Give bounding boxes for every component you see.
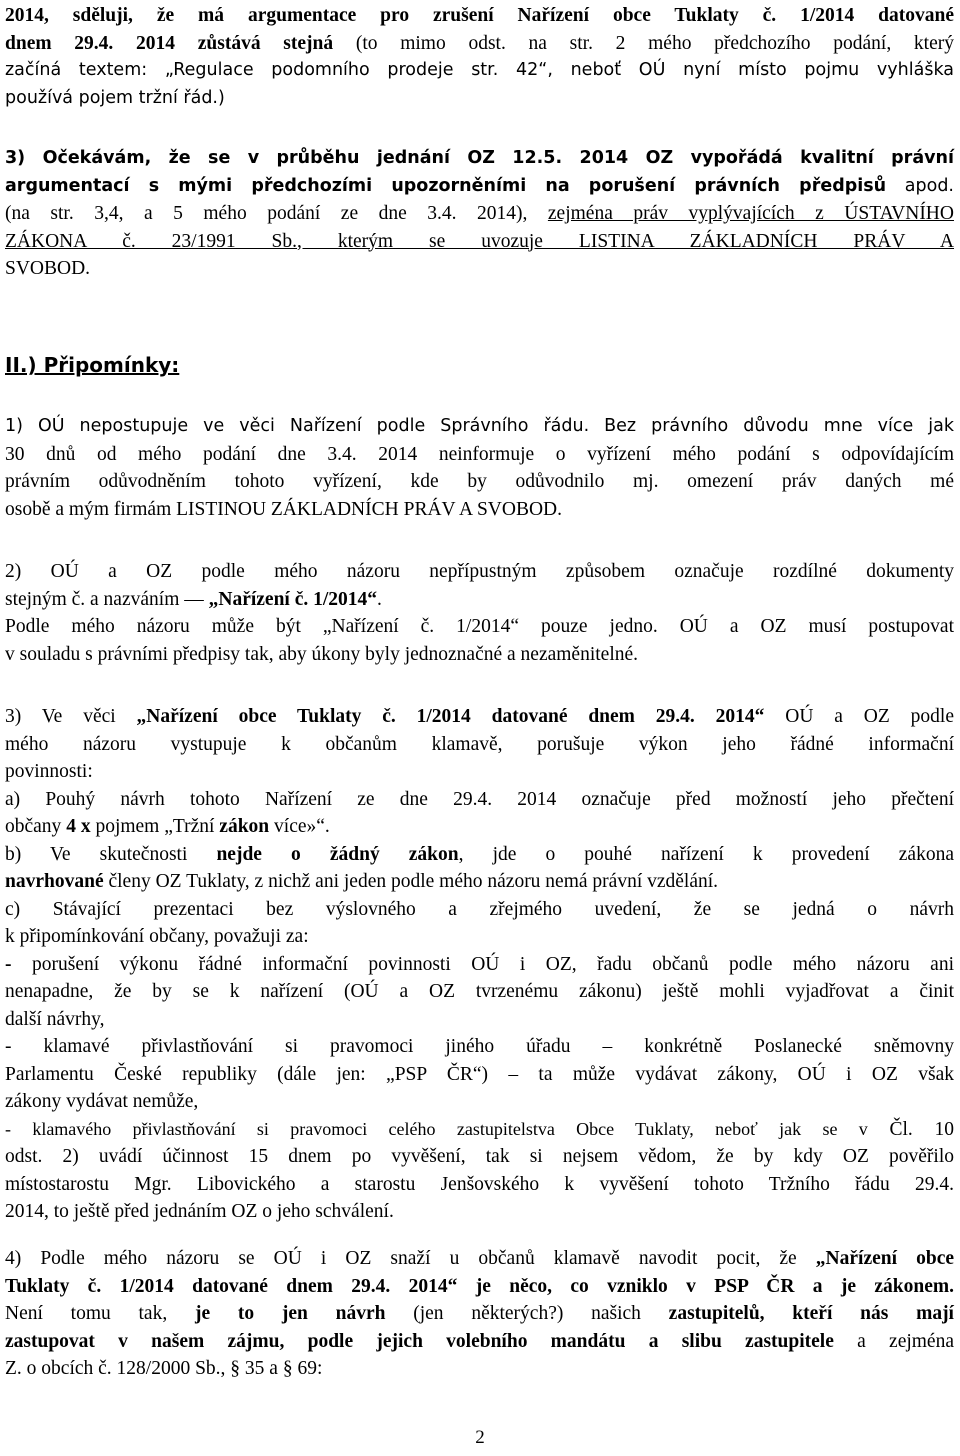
remark-3-line-2: mého názoru vystupuje k občanům klamavě, porušuje výkon jeho řádné informační <box>5 733 954 755</box>
remark-3-line-1a: 3) Ve věci <box>5 706 137 727</box>
remark-1-line-3: právním odůvodněním tohoto vyřízení, kde by odůvodnilo mj. omezení práv daných mé <box>5 471 954 492</box>
intro-paragraph <box>5 2 954 112</box>
expectation-line-2-bold: argumentací s mými předchozími upozorněními na porušení právních předpisů <box>5 175 887 196</box>
remark-4-line-4-bold: zastupovat v našem zájmu, podle jejich volebního mandátu a slibu zastupitele <box>5 1330 834 1352</box>
intro-line-4: používá pojem tržní řád.) <box>5 87 225 108</box>
remark-3-e-line-2: Parlamentu České republiky (dále jen: „PSP ČR“) – ta může vydávat zákony, OÚ i OZ však <box>5 1063 954 1085</box>
remark-3-b-bold: nejde o žádný zákon <box>216 843 459 865</box>
remark-4-line-1-bold: „Nařízení obce <box>815 1248 955 1269</box>
remark-3-c-line-1: c) Stávající prezentaci bez výslovného a zřejmého uvedení, že se jedná o návrh <box>5 898 954 920</box>
remark-3-b-bold-2: navrhované <box>5 871 104 892</box>
remark-3-line-3: povinnosti: <box>5 761 93 782</box>
remark-1-line-1b: Bez právního důvodu mne více jak <box>589 416 954 436</box>
remark-3-d-line-2: nenapadne, že by se k nařízení (OÚ a OZ tvrzenému zákonu) ještě mohli vyjadřovat a činit <box>5 981 954 1002</box>
expectation-line-5: SVOBOD. <box>5 258 91 279</box>
remark-4-line-2: Tuklaty č. 1/2014 datované dnem 29.4. 2014“ je něco, co vzniklo v PSP ČR a je zákonem. <box>5 1275 954 1297</box>
remark-3-d-line-1: porušení výkonu řádné informační povinnosti OÚ i OZ, řadu občanů podle mého názoru ani <box>31 953 954 975</box>
remark-3-f-line-1: - klamavého přivlastňování si pravomoci celého zastupitelstva Obce Tuklaty, neboť jak se v <box>5 1118 868 1139</box>
remark-2-line-3: Podle mého názoru může být „Nařízení č. 1/2014“ pouze jedno. OÚ a OZ musí postupovat <box>5 616 954 637</box>
remark-3-e-line-1: - klamavé přivlastňování si pravomoci jiného úřadu – konkrétně Poslanecké sněmovny <box>5 1036 954 1057</box>
expectation-line-3: (na str. 3,4, a 5 mého podání ze dne 3.4. 2014), <box>5 203 548 224</box>
remark-3-f-line-2: odst. 2) uvádí účinnost 15 dnem po vyvěšení, tak si nejsem vědom, že by kdy OZ pověřilo <box>5 1146 954 1167</box>
remark-2-line-1: 2) OÚ a OZ podle mého názoru nepřípustným způsobem označuje rozdílné dokumenty <box>5 561 954 582</box>
remark-1-line-4: osobě a mým firmám LISTINOU ZÁKLADNÍCH PRÁV A SVOBOD. <box>5 498 562 520</box>
page-number: 2 <box>475 1427 485 1448</box>
remark-4-line-5: Z. o obcích č. 128/2000 Sb., § 35 a § 69: <box>5 1358 323 1379</box>
remark-3: 3) Ve věci „Nařízení obce Tuklaty č. 1/2014 datované dnem 29.4. 2014“ OÚ a OZ podle mého názoru vystupuje k občanům klamavě, porušuje výkon jeho řádné informační povinnosti: a) Pouhý návrh tohoto Nařízení ze dne 29.4. 2014 označuje před možností jeho přečtení občany 4 x pojmem „Tržní zákon více»“. b) Ve skutečnosti nejde o žádný zákon, jde o pouhé nařízení k provedení zákona navrhované členy OZ Tuklaty, z nichž ani jeden podle mého názoru nemá právní vzdělání. c) Stávající prezentaci bez výslovného a zřejmého uvedení, že se jedná o návrh k připomínkování občany, považuji za: - porušení výkonu řádné informační povinnosti OÚ i OZ, řadu občanů podle mého názoru ani nenapadne, že by se k nařízení (OÚ a OZ tvrzenému zákonu) ještě mohli vyjadřovat a činit další návrhy, - klamavé přivlastňování si pravomoci jiného úřadu – konkrétně Poslanecké sněmovny Parlamentu České republiky (dále jen: „PSP ČR“) – ta může vydávat zákony, OÚ i OZ však zákony vydávat nemůže, - klamavého přivlastňování si pravomoci celého zastupitelstva Obce Tuklaty, neboť jak se v Čl. 10 odst. 2) uvádí účinnost 15 dnem po vyvěšení, tak si nejsem vědom, že by kdy OZ pověřilo místostarostu Mgr. Libovického a starostu Jenšovského k vyvěšení tohoto Tržního řádu 29.4. 2014, to ještě před jednáním OZ o jeho schválení. <box>5 706 954 1222</box>
remark-3-d-line-3: další návrhy, <box>5 1008 105 1030</box>
expectation-line-3-underlined: zejména práv vyplývajících z ÚSTAVNÍHO <box>547 203 954 224</box>
remark-4-line-3-bold: je to jen návrh <box>194 1303 386 1324</box>
expectation-line-2-rest: apod. <box>886 175 954 196</box>
remark-3-a-bold-count: 4 x <box>66 816 91 837</box>
remark-3-a-bold-word: zákon <box>219 816 270 837</box>
remark-4-line-1a: 4) Podle mého názoru se OÚ i OZ snaží u občanů klamavě navodit pocit, že <box>5 1248 816 1269</box>
remark-2-line-4: v souladu s právními předpisy tak, aby úkony byly jednoznačné a nezaměnitelné. <box>5 643 639 665</box>
remark-3-f-line-4: 2014, to ještě před jednáním OZ o jeho schválení. <box>5 1201 394 1222</box>
remark-3-line-1-bold: „Nařízení obce Tuklaty č. 1/2014 datované dnem 29.4. 2014“ <box>136 706 765 727</box>
expectation-paragraph <box>5 145 954 283</box>
intro-line-2-bold: dnem 29.4. 2014 zůstává stejná <box>5 32 334 54</box>
remark-3-e-line-3: zákony vydávat nemůže, <box>5 1091 199 1112</box>
remark-3-c-line-2: k připomínkování občany, považuji za: <box>5 926 309 947</box>
expectation-line-4-underlined: ZÁKONA č. 23/1991 Sb. <box>5 230 298 252</box>
remark-3-a-line-1: a) Pouhý návrh tohoto Nařízení ze dne 29.4. 2014 označuje před možností jeho přečtení <box>5 788 954 810</box>
remark-3-f-line-3: místostarostu Mgr. Libovického a starostu Jenšovského k vyvěšení tohoto Tržního řádu 29.4. <box>5 1173 954 1195</box>
remark-1-line-1a: 1) OÚ nepostupuje ve věci Nařízení podle Správního řádu. <box>5 416 590 436</box>
remark-3-line-1c: OÚ a OZ podle <box>764 706 954 727</box>
remark-4: 4) Podle mého názoru se OÚ i OZ snaží u občanů klamavě navodit pocit, že „Nařízení obce Tuklaty č. 1/2014 datované dnem 29.4. 2014“ je něco, co vzniklo v PSP ČR a je zákonem. Není tomu tak, je to jen návrh (jen některých?) našich zastupitelů, kteří nás mají zastupovat v našem zájmu, podle jejich volebního mandátu a slibu zastupitele a zejména Z. o obcích č. 128/2000 Sb., § 35 a § 69: <box>5 1248 955 1379</box>
remark-2-line-2-bold: „Nařízení č. 1/2014“ <box>208 588 378 610</box>
remark-4-line-3-bold-2: zastupitelů, kteří nás mají <box>668 1303 954 1324</box>
expectation-line-1: 3) Očekávám, že se v průběhu jednání OZ 12.5. 2014 OZ vypořádá kvalitní právní <box>5 148 954 168</box>
section-heading <box>5 352 954 381</box>
remark-2-line-2a: stejným č. a nazváním — <box>5 588 209 610</box>
expectation-line-4-rest: , kterým se uvozuje LISTINA ZÁKLADNÍCH PRÁV A <box>297 230 955 252</box>
remark-2: 2) OÚ a OZ podle mého názoru nepřípustným způsobem označuje rozdílné dokumenty stejným č. a nazváním — „Nařízení č. 1/2014“. Podle mého názoru může být „Nařízení č. 1/2014“ pouze jedno. OÚ a OZ musí postupovat v souladu s právními předpisy tak, aby úkony byly jednoznačné a nezaměnitelné. <box>5 561 954 665</box>
remark-1 <box>5 413 954 523</box>
intro-line-2-rest: (to mimo odst. na str. 2 mého předchozího podání, který <box>333 32 955 54</box>
intro-line-3: začíná textem: „Regulace podomního prodeje str. 42“, neboť OÚ nyní místo pojmu vyhláška <box>5 60 954 80</box>
intro-line-1: 2014, sděluji, že má argumentace pro zrušení Nařízení obce Tuklaty č. 1/2014 datované <box>5 5 954 26</box>
section-title: II.) Připomínky: <box>5 353 180 377</box>
remark-1-line-2: 30 dnů od mého podání dne 3.4. 2014 neinformuje o vyřízení mého podání s odpovídajícím <box>5 443 954 465</box>
